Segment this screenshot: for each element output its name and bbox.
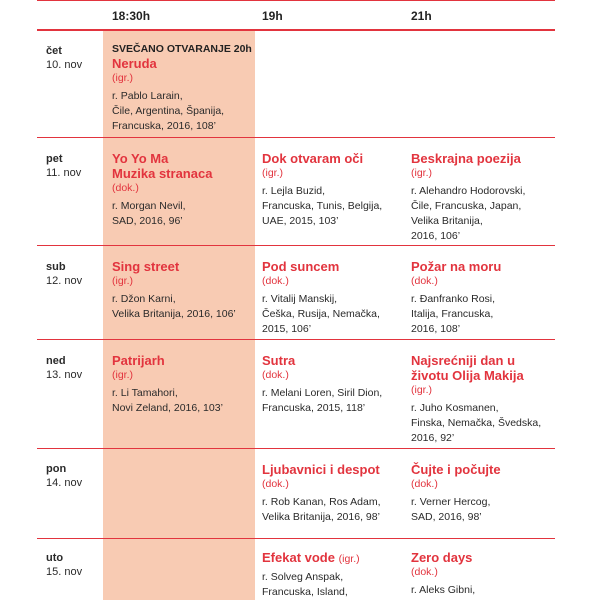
day-name: čet bbox=[46, 45, 62, 57]
film-director: r. Đanfranko Rosi, bbox=[411, 293, 496, 305]
film-genre: (dok.) bbox=[262, 478, 289, 490]
film-genre: (igr.) bbox=[411, 167, 432, 179]
header-time-1830: 18:30h bbox=[112, 9, 151, 23]
film-title: Zero days bbox=[411, 550, 473, 565]
day-label bbox=[46, 551, 82, 579]
row-divider bbox=[37, 538, 555, 539]
film-details: 2016, 92’ bbox=[411, 432, 455, 444]
film-title: Efekat vode bbox=[262, 550, 335, 565]
film-genre: (dok.) bbox=[411, 275, 438, 287]
film-title: Sing street bbox=[112, 259, 180, 274]
film-director: r. Rob Kanan, Ros Adam, bbox=[262, 496, 381, 508]
day-name: sub bbox=[46, 261, 66, 273]
film-entry bbox=[262, 550, 402, 600]
row-divider bbox=[37, 245, 555, 246]
film-director: r. Morgan Nevil, bbox=[112, 200, 186, 212]
film-genre: (dok.) bbox=[262, 369, 289, 381]
film-details: Francuska, 2016, 108’ bbox=[112, 120, 216, 132]
day-name: ned bbox=[46, 355, 66, 367]
film-title: Najsrećniji dan u bbox=[411, 353, 516, 368]
film-title: Yo Yo Ma bbox=[112, 151, 169, 166]
film-details: 2016, 106’ bbox=[411, 230, 461, 242]
film-details: Francuska, Island, bbox=[262, 586, 348, 598]
day-date: 14. nov bbox=[46, 477, 83, 489]
header-time-21: 21h bbox=[411, 9, 432, 23]
film-entry bbox=[112, 43, 252, 134]
film-genre: (dok.) bbox=[262, 275, 289, 287]
film-title: Sutra bbox=[262, 353, 296, 368]
film-entry bbox=[262, 151, 402, 229]
day-label bbox=[46, 152, 81, 180]
film-details: Velika Britanija, bbox=[411, 215, 483, 227]
film-genre: (igr.) bbox=[112, 275, 133, 287]
film-genre: (igr.) bbox=[262, 167, 283, 179]
film-director: r. Džon Karni, bbox=[112, 293, 176, 305]
day-name: pet bbox=[46, 153, 63, 165]
header-time-19: 19h bbox=[262, 9, 283, 23]
event-note: SVEČANO OTVARANJE 20h bbox=[112, 43, 252, 55]
day-name: uto bbox=[46, 552, 64, 564]
day-date: 15. nov bbox=[46, 566, 83, 578]
film-title: Požar na moru bbox=[411, 259, 502, 274]
film-genre: (igr.) bbox=[338, 553, 360, 565]
day-label bbox=[46, 462, 82, 490]
film-director: r. Li Tamahori, bbox=[112, 387, 178, 399]
film-details: Novi Zeland, 2016, 103’ bbox=[112, 402, 223, 414]
film-details: SAD, 2016, 96’ bbox=[112, 215, 183, 227]
day-label bbox=[46, 260, 82, 288]
film-details: Italija, Francuska, bbox=[411, 308, 494, 320]
film-title-line2: Muzika stranaca bbox=[112, 166, 213, 181]
film-genre: (igr.) bbox=[112, 369, 133, 381]
film-director: r. Aleks Gibni, bbox=[411, 584, 476, 596]
film-entry bbox=[262, 462, 402, 525]
header-rule bbox=[37, 29, 555, 31]
film-director: r. Verner Hercog, bbox=[411, 496, 491, 508]
film-entry bbox=[112, 151, 252, 229]
film-details: Čile, Francuska, Japan, bbox=[411, 200, 522, 212]
film-genre: (igr.) bbox=[411, 384, 432, 396]
film-entry bbox=[411, 462, 551, 525]
film-details: SAD, 2016, 98’ bbox=[411, 511, 482, 523]
film-entry bbox=[411, 151, 551, 244]
film-title: Ljubavnici i despot bbox=[262, 462, 380, 477]
day-label bbox=[46, 354, 82, 382]
row-divider bbox=[37, 339, 555, 340]
film-details: Velika Britanija, 2016, 106’ bbox=[112, 308, 236, 320]
film-director: r. Melani Loren, Siril Dion, bbox=[262, 387, 383, 399]
film-details: Francuska, 2015, 118’ bbox=[262, 402, 366, 414]
top-rule bbox=[37, 0, 555, 1]
film-title: Neruda bbox=[112, 56, 157, 71]
film-details: Finska, Nemačka, Švedska, bbox=[411, 417, 542, 429]
row-divider bbox=[37, 448, 555, 449]
row-divider bbox=[37, 137, 555, 138]
day-date: 10. nov bbox=[46, 59, 83, 71]
film-entry bbox=[411, 353, 551, 446]
film-entry bbox=[411, 550, 551, 598]
film-genre: (igr.) bbox=[112, 72, 133, 84]
film-title-line2: životu Olija Makija bbox=[411, 368, 524, 383]
day-date: 13. nov bbox=[46, 369, 83, 381]
film-details: 2015, 106’ bbox=[262, 323, 312, 335]
film-director: r. Solveg Anspak, bbox=[262, 571, 344, 583]
film-genre: (dok.) bbox=[411, 478, 438, 490]
film-director: r. Vitalij Manskij, bbox=[262, 293, 338, 305]
film-director: r. Lejla Buzid, bbox=[262, 185, 326, 197]
film-title: Beskrajna poezija bbox=[411, 151, 521, 166]
film-title-with-genre bbox=[262, 550, 402, 567]
day-date: 11. nov bbox=[46, 167, 82, 179]
day-date: 12. nov bbox=[46, 275, 83, 287]
film-entry bbox=[411, 259, 551, 337]
film-entry bbox=[262, 259, 402, 337]
day-label bbox=[46, 44, 82, 72]
film-title: Pod suncem bbox=[262, 259, 340, 274]
film-title: Čujte i počujte bbox=[411, 462, 501, 477]
film-director: r. Juho Kosmanen, bbox=[411, 402, 499, 414]
film-title: Patrijarh bbox=[112, 353, 165, 368]
film-details: Velika Britanija, 2016, 98’ bbox=[262, 511, 380, 523]
film-director: r. Pablo Larain, bbox=[112, 90, 183, 102]
film-genre: (dok.) bbox=[411, 566, 438, 578]
film-details: Francuska, Tunis, Belgija, bbox=[262, 200, 383, 212]
film-entry bbox=[262, 353, 402, 416]
film-details: 2016, 108’ bbox=[411, 323, 461, 335]
film-title: Dok otvaram oči bbox=[262, 151, 364, 166]
film-director: r. Alehandro Hodorovski, bbox=[411, 185, 526, 197]
film-entry bbox=[112, 259, 252, 322]
film-details: Češka, Rusija, Nemačka, bbox=[262, 308, 380, 320]
film-details: Čile, Argentina, Španija, bbox=[112, 105, 225, 117]
film-entry bbox=[112, 353, 252, 416]
film-details: UAE, 2015, 103’ bbox=[262, 215, 339, 227]
film-genre: (dok.) bbox=[112, 182, 139, 194]
day-name: pon bbox=[46, 463, 67, 475]
